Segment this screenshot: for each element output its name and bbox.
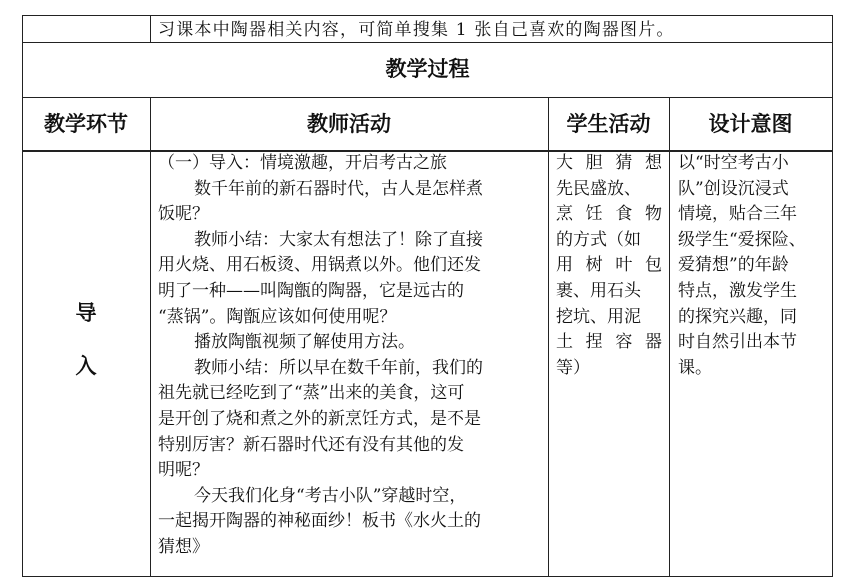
student-activity — [556, 151, 662, 381]
row-divider-title — [22, 97, 833, 98]
teacher-line: 用火烧、用石板烫、用锅煮以外。他们还发 — [158, 255, 481, 276]
design-line: 队”创设沉浸式 — [678, 178, 789, 199]
teacher-line: 今天我们化身“考古小队”穿越时空， — [194, 485, 467, 506]
student-line: 土捏容器 — [556, 332, 662, 353]
left-border — [22, 15, 23, 577]
header-teacher: 教师活动 — [307, 112, 391, 136]
top-border — [22, 15, 833, 16]
teacher-line: 数千年前的新石器时代，古人是怎样煮 — [194, 178, 483, 199]
teacher-line: 播放陶甑视频了解使用方法。 — [194, 332, 415, 353]
design-line: 特点，激发学生 — [678, 280, 797, 301]
student-line: 挖坑、用泥 — [556, 306, 641, 327]
stage-label-1: 导 — [75, 301, 97, 325]
student-line: 裹、用石头 — [556, 280, 641, 301]
design-line: 时自然引出本节 — [678, 332, 797, 353]
student-line: 先民盛放、 — [556, 178, 641, 199]
student-line: 等） — [556, 357, 590, 378]
teacher-line: 一起揭开陶器的神秘面纱！板书《水火土的 — [158, 511, 481, 532]
stage-label-2: 入 — [75, 354, 97, 378]
design-line: 爱猜想”的年龄 — [678, 255, 789, 276]
header-student: 学生活动 — [566, 112, 651, 136]
teacher-line: 饭呢？ — [158, 204, 209, 225]
header-stage: 教学环节 — [44, 112, 128, 136]
design-line: 情境，贴合三年 — [678, 204, 797, 225]
design-line: 以“时空考古小 — [678, 153, 789, 173]
prep-text: 习课本中陶器相关内容，可简单搜集 1 张自己喜欢的陶器图片。 — [158, 20, 675, 40]
student-line: 用树叶包 — [556, 255, 662, 276]
teacher-line: 明了一种——叫陶甑的陶器，它是远古的 — [158, 280, 464, 301]
col-divider-stage-top — [150, 15, 151, 42]
teacher-line: “蒸锅”。陶甑应该如何使用呢？ — [158, 306, 397, 327]
design-line: 的探究兴趣，同 — [678, 306, 797, 327]
teacher-line: 明呢？ — [158, 460, 209, 481]
right-border — [832, 15, 833, 577]
teacher-line: 教师小结：大家太有想法了！除了直接 — [194, 229, 483, 250]
teacher-activity — [158, 151, 542, 561]
teacher-line: 特别厉害？新石器时代还有没有其他的发 — [158, 434, 464, 455]
col-divider-student — [669, 97, 670, 577]
col-divider-teacher — [548, 97, 549, 577]
col-divider-stage — [150, 97, 151, 577]
student-line: 大胆猜想 — [556, 153, 662, 173]
design-line: 课。 — [678, 357, 712, 378]
row-divider-prep — [22, 42, 833, 43]
header-design: 设计意图 — [708, 112, 793, 136]
teacher-line: 祖先就已经吃到了“蒸”出来的美食，这可 — [158, 383, 465, 404]
teacher-line: 猜想》 — [158, 536, 209, 557]
student-line: 烹饪食物 — [556, 204, 662, 225]
teacher-line: （一）导入：情境激趣，开启考古之旅 — [158, 153, 447, 173]
student-line: 的方式（如 — [556, 229, 641, 250]
design-intent — [678, 151, 824, 381]
section-title: 教学过程 — [385, 57, 470, 81]
design-line: 级学生“爱探险、 — [678, 229, 806, 250]
teacher-line: 教师小结：所以早在数千年前，我们的 — [194, 357, 483, 378]
teacher-line: 是开创了烧和煮之外的新烹饪方式，是不是 — [158, 408, 481, 429]
bottom-border — [22, 576, 833, 577]
